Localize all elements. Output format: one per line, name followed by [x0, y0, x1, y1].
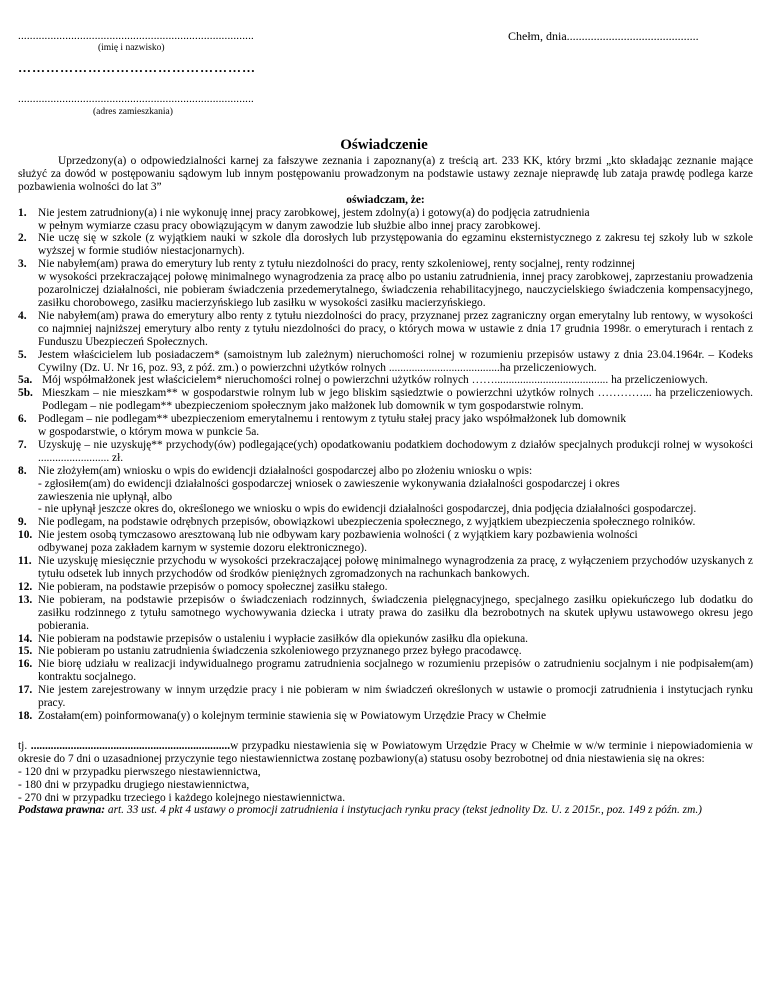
- closing-paragraph: [18, 740, 753, 766]
- item-number: 5a.: [18, 374, 33, 387]
- closing-prefix: tj.: [18, 739, 31, 752]
- item-text: [38, 581, 753, 594]
- item-text: [38, 555, 753, 581]
- item-line: Nie pobieram, na podstawie przepisów o świadczeniach rodzinnych, świadczenia pielęgnacyjnego, specjalnego zasiłku opiekuńczego lub dodatku do zasiłku rodzinnego z tytułu samotnego wychowywania dziecka i utraty prawa do zasiłku dla bezrobotnych na skutek upływu ustawowego okresu jego pobierania.: [38, 593, 753, 632]
- closing-line-1: - 120 dni w przypadku pierwszego niestawiennictwa,: [18, 765, 261, 778]
- item-text: [38, 439, 753, 465]
- intro-paragraph: Uprzedzony(a) o odpowiedzialności karnej za fałszywe zeznania i zapoznany(a) z treścią art. 233 KK, który brzmi „kto składając zeznanie mające służyć za dowód w postępowaniu sądowym lub innym postępowaniu prowadzonym na podstawie ustawy zeznaje nieprawdę lub zataja prawdę podlega karze pozbawienia wolności do lat 3”: [18, 155, 753, 193]
- address-line: ................................................................................: [18, 93, 254, 105]
- item-text: [42, 387, 753, 413]
- item-line: Jestem właścicielem lub posiadaczem* (samoistnym lub zależnym) nieruchomości rolnej w rozumieniu przepisów ustawy z dnia 23.04.1964r. – Kodeks Cywilny (Dz. U. Nr 16, poz. 93, z póź. zm.) o powierzchni użytków rolnych .......................................ha przeliczeniowych.: [38, 348, 753, 374]
- declaration-item: [18, 529, 753, 555]
- item-text: [38, 594, 753, 633]
- item-line: zawieszenia nie upłynął, albo: [38, 490, 173, 503]
- item-line: Nie nabyłem(am) prawa do emerytury lub renty z tytułu niezdolności do pracy, renty szkoleniowej, renty socjalnej, renty rodzinnej: [38, 258, 636, 271]
- item-number: 11.: [18, 555, 32, 568]
- declaration-item: [18, 658, 753, 684]
- item-number: 5b.: [18, 387, 33, 400]
- item-line: Nie biorę udziału w realizacji indywidualnego programu zatrudnienia socjalnego w rozumieniu przepisów o zatrudnieniu socjalnym i nie podpisałem(am) kontraktu socjalnego.: [38, 658, 753, 684]
- name-label: (imię i nazwisko): [98, 43, 165, 53]
- closing-line-3: - 270 dni w przypadku trzeciego i każdego kolejnego niestawiennictwa.: [18, 791, 346, 804]
- item-number: 15.: [18, 645, 33, 658]
- closing-text: w przypadku niestawienia się w Powiatowym Urzędzie Pracy w Chełmie w w/w terminie i niepowiadomienia w okresie do 7 dni o uzasadnionej przyczynie tego niestawiennictwa zostanę pozbawiony(a) statusu osoby bezrobotnej od dnia niestawienia się na okres:: [18, 739, 753, 765]
- item-line: - nie upłynął jeszcze okres do, określonego we wniosku o wpis do ewidencji działalności gospodarczej, dnia podjęcia działalności gospodarczej.: [38, 503, 697, 516]
- item-line: w gospodarstwie, o którym mowa w punkcie 5a.: [38, 426, 260, 439]
- declaration-item: [18, 387, 753, 413]
- item-text: [38, 529, 753, 555]
- item-text: [38, 516, 753, 529]
- item-line: Mój współmałżonek jest właścicielem* nieruchomości rolnej o powierzchni użytków rolnych ……........................................ ha przeliczeniowych.: [42, 374, 708, 387]
- item-number: 16.: [18, 658, 33, 671]
- declaration-item: [18, 633, 753, 646]
- legal-basis-label: Podstawa prawna:: [18, 804, 106, 817]
- item-line: Mieszkam – nie mieszkam** w gospodarstwie rolnym lub w jego bliskim sąsiedztwie o powierzchni użytków rolnych …………... ha przeliczeniowych. Podlegam – nie podlegam** ubezpieczeniom społecznym jako małżonek lub domownik w tym gospodarstwie rolnym.: [42, 387, 753, 413]
- item-number: 5.: [18, 348, 27, 361]
- item-line: Nie nabyłem(am) prawa do emerytury albo renty z tytułu niezdolności do pracy, przyznanej przez zagraniczny organ emerytalny lub rentowy, w wysokości co najmniej najniższej emerytury albo renty z tytułu niezdolności do pracy, o których mowa w ustawie z dnia 17 grudnia 1998r. o emeryturach i rentach z Funduszu Ubezpieczeń Społecznych.: [38, 309, 753, 348]
- item-line: Nie pobieram na podstawie przepisów o ustaleniu i wypłacie zasiłków dla opiekunów zasiłku dla opiekuna.: [38, 632, 528, 645]
- closing-line-2: - 180 dni w przypadku drugiego niestawiennictwa,: [18, 778, 250, 791]
- item-text: [38, 413, 753, 439]
- item-text: [38, 658, 753, 684]
- item-text: [42, 374, 753, 387]
- item-line: w wysokości przekraczającej połowę minimalnego wynagrodzenia za pracę albo po ustaniu zatrudnienia, innej pracy zarobkowej, zaprzestaniu prowadzenia pozarolniczej działalności, nie pobieram świadczenia przedemerytalnego, świadczenia rehabilitacyjnego, nauczycielskiego świadczenia kompensacyjnego, zasiłku chorobowego, zasiłku macierzyńskiego lub zasiłku w wysokości zasiłku macierzyńskiego.: [38, 271, 753, 309]
- name-line: ................................................................................: [18, 30, 254, 42]
- item-line: w pełnym wymiarze czasu pracy obowiązującym w danym zawodzie lub służbie albo innej pracy zarobkowej.: [38, 219, 541, 232]
- item-text: [38, 684, 753, 710]
- item-text: [38, 310, 753, 349]
- declaration-item: [18, 207, 753, 233]
- item-number: 3.: [18, 258, 27, 271]
- declaration-item: [18, 349, 753, 375]
- declaration-item: [18, 258, 753, 310]
- declaration-item: [18, 310, 753, 349]
- declaration-item: [18, 413, 753, 439]
- document-title: Oświadczenie: [340, 137, 428, 153]
- item-number: 6.: [18, 413, 27, 426]
- declaration-item: [18, 439, 753, 465]
- item-line: Nie jestem osobą tymczasowo aresztowaną lub nie odbywam kary pozbawienia wolności ( z wyjątkiem kary pozbawienia wolności: [38, 529, 638, 542]
- item-number: 12.: [18, 580, 33, 593]
- item-number: 4.: [18, 309, 27, 322]
- item-number: 14.: [18, 632, 33, 645]
- item-line: Nie podlegam, na podstawie odrębnych przepisów, obowiązkowi ubezpieczenia społecznego, z wyjątkiem ubezpieczenia społecznego rolników.: [38, 516, 696, 529]
- declaration-item: [18, 516, 753, 529]
- item-text: [38, 633, 753, 646]
- item-text: [38, 710, 753, 723]
- declaration-item: [18, 684, 753, 710]
- extra-line: ……………………………………………: [18, 60, 256, 75]
- item-line: Zostałam(em) poinformowana(y) o kolejnym terminie stawienia się w Powiatowym Urzędzie Pracy w Chełmie: [38, 709, 547, 722]
- declaration-item: [18, 465, 753, 517]
- item-number: 13.: [18, 593, 33, 606]
- declaration-heading: oświadczam, że:: [346, 193, 425, 206]
- document-body: [18, 155, 753, 817]
- declaration-item: [18, 374, 753, 387]
- item-line: odbywanej poza zakładem karnym w systemie dozoru elektronicznego).: [38, 542, 367, 555]
- item-number: 18.: [18, 709, 33, 722]
- declaration-item: [18, 645, 753, 658]
- item-number: 1.: [18, 206, 27, 219]
- declaration-item: [18, 555, 753, 581]
- declaration-item: [18, 232, 753, 258]
- item-line: Nie złożyłem(am) wniosku o wpis do ewidencji działalności gospodarczej albo po złożeniu wniosku o wpis:: [38, 464, 533, 477]
- legal-basis-text: art. 33 ust. 4 pkt 4 ustawy o promocji zatrudnienia i instytucjach rynku pracy (tekst jednolity Dz. U. z 2015r., poz. 149 z późn. zm.): [107, 804, 702, 817]
- item-text: [38, 349, 753, 375]
- declaration-list: [18, 207, 753, 723]
- item-number: 7.: [18, 438, 27, 451]
- item-line: Nie pobieram, na podstawie przepisów o pomocy społecznej zasiłku stałego.: [38, 580, 388, 593]
- address-label: (adres zamieszkania): [93, 107, 173, 117]
- place-date: Chełm, dnia............................................: [508, 29, 699, 43]
- item-number: 2.: [18, 232, 27, 245]
- item-number: 17.: [18, 684, 33, 697]
- item-line: - zgłosiłem(am) do ewidencji działalności gospodarczej wniosek o zawieszenie wykonywania działalności gospodarczej i okres: [38, 477, 620, 490]
- item-line: Nie uzyskuję miesięcznie przychodu w wysokości przekraczającej połowę minimalnego wynagrodzenia za pracę, z wyłączeniem przychodów uzyskanych z tytułu odsetek lub innych przychodów od środków pieniężnych zgromadzonych na rachunkach bankowych.: [38, 555, 753, 580]
- item-text: [38, 258, 753, 310]
- item-line: Nie jestem zatrudniony(a) i nie wykonuję innej pracy zarobkowej, jestem zdolny(a) i gotowy(a) do podjęcia zatrudnienia: [38, 206, 590, 219]
- item-text: [38, 645, 753, 658]
- item-text: [38, 232, 753, 258]
- item-text: [38, 465, 753, 517]
- declaration-item: [18, 594, 753, 633]
- item-number: 10.: [18, 529, 33, 542]
- declaration-item: [18, 710, 753, 723]
- item-line: Nie jestem zarejestrowany w innym urzędzie pracy i nie pobieram w nim świadczeń określonych w ustawie o promocji zatrudnienia i instytucjach rynku pracy.: [38, 684, 753, 710]
- legal-basis: [18, 804, 753, 817]
- item-text: [38, 207, 753, 233]
- item-line: Uzyskuję – nie uzyskuję** przychody(ów) podlegające(ych) opodatkowaniu podatkiem dochodowym z działów specjalnych produkcji rolnej w wysokości ......................... zł.: [38, 438, 753, 464]
- declaration-item: [18, 581, 753, 594]
- closing-dots: ......................................................................: [30, 739, 231, 752]
- item-number: 8.: [18, 464, 27, 477]
- item-line: Podlegam – nie podlegam** ubezpieczeniom emerytalnemu i rentowym z tytułu stałej pracy jako współmałżonek lub domownik: [38, 413, 627, 426]
- item-line: Nie uczę się w szkole (z wyjątkiem nauki w szkole dla dorosłych lub przystępowania do egzaminu eksternistycznego z zakresu tej szkoły lub w szkole wyższej w formie studiów niestacjonarnych).: [38, 232, 753, 258]
- item-line: Nie pobieram po ustaniu zatrudnienia świadczenia szkoleniowego przyznanego przez byłego pracodawcę.: [38, 645, 522, 658]
- item-number: 9.: [18, 516, 27, 529]
